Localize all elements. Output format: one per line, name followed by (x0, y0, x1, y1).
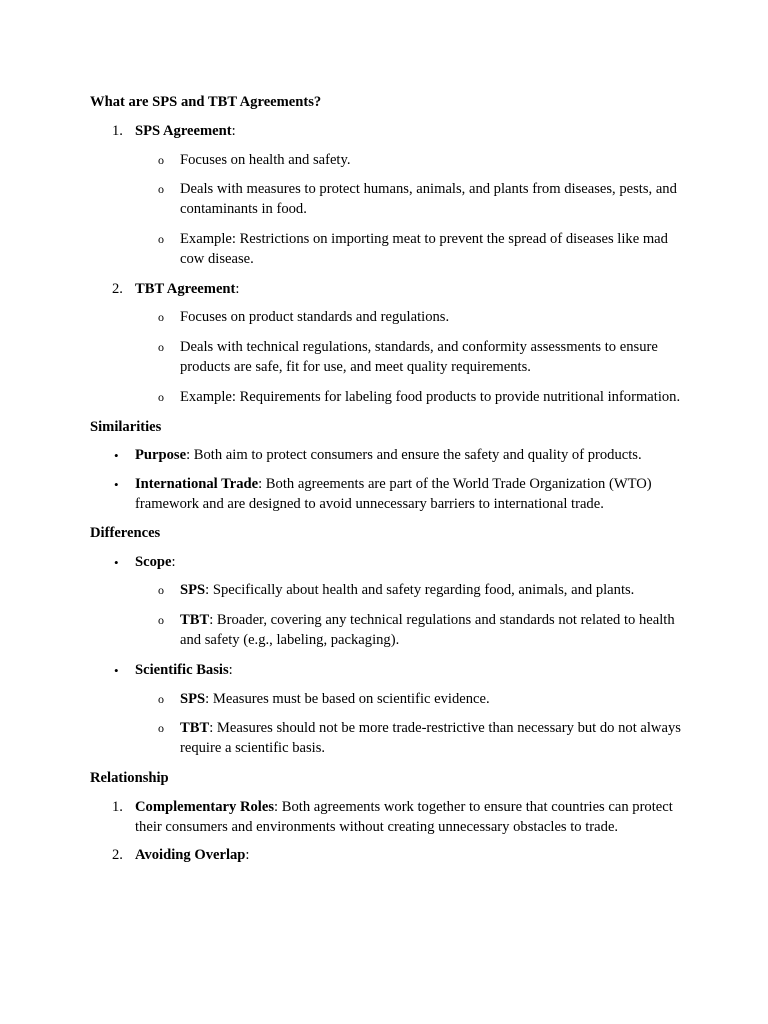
sub-item-text: : Broader, covering any technical regulations and standards not related to health and safety (e.g., labeling, packaging). (180, 612, 675, 648)
item-text: : Both agreements are part of the World Trade Organization (WTO) framework and are designed to avoid unnecessary barriers to international trade. (135, 476, 652, 512)
circle-bullet-icon: o (158, 613, 164, 628)
list-number: 1. (112, 798, 123, 815)
bullet-item (90, 553, 690, 573)
sub-item (90, 690, 690, 710)
section-heading-relationship: Relationship (90, 769, 169, 786)
item-separator: : (231, 122, 236, 139)
item-label: Purpose (135, 447, 187, 464)
bullet-icon: • (114, 477, 119, 493)
circle-bullet-icon: o (158, 231, 164, 246)
item-label: TBT Agreement (135, 280, 236, 297)
item-label: Scientific Basis (135, 661, 229, 678)
sub-item-text: : Measures must be based on scientific evidence. (205, 690, 490, 707)
sub-item (90, 611, 690, 651)
bullet-item (90, 475, 690, 515)
circle-bullet-icon: o (158, 182, 164, 197)
numbered-item (90, 798, 690, 838)
sub-item (90, 308, 690, 328)
item-text: : Both agreements work together to ensure that countries can protect their consumers and environments without creating unnecessary obstacles to trade. (135, 798, 673, 835)
sub-item-text: Focuses on product standards and regulations. (180, 309, 450, 326)
circle-bullet-icon: o (158, 310, 164, 325)
circle-bullet-icon: o (158, 389, 164, 404)
sub-item-label: SPS (180, 690, 206, 707)
sub-item-text: Example: Requirements for labeling food products to provide nutritional information. (180, 388, 681, 405)
sub-item (90, 719, 690, 759)
bullet-icon: • (114, 554, 119, 570)
circle-bullet-icon: o (158, 340, 164, 355)
circle-bullet-icon: o (158, 721, 164, 736)
item-text: : (245, 847, 250, 864)
item-label: SPS Agreement (135, 122, 232, 139)
sub-item-text: Deals with measures to protect humans, animals, and plants from diseases, pests, and contaminants in food. (180, 181, 677, 218)
bullet-icon: • (114, 662, 119, 678)
item-separator: : (235, 280, 240, 297)
section-heading-similarities: Similarities (90, 418, 162, 435)
list-number: 2. (112, 847, 123, 864)
sub-item (90, 581, 690, 601)
sub-item-label: TBT (180, 720, 210, 737)
bullet-item (90, 446, 690, 466)
item-text: : Both aim to protect consumers and ensure the safety and quality of products. (186, 447, 642, 464)
sub-item (90, 151, 690, 171)
item-label: Avoiding Overlap (135, 847, 246, 864)
bullet-item (90, 661, 690, 681)
document-title: What are SPS and TBT Agreements? (90, 94, 322, 110)
item-label: Complementary Roles (135, 798, 275, 815)
circle-bullet-icon: o (158, 152, 164, 167)
circle-bullet-icon: o (158, 583, 164, 598)
sub-item-text: Deals with technical regulations, standards, and conformity assessments to ensure products are safe, fit for use, and meet quality requirements. (180, 339, 658, 375)
item-label: International Trade (135, 476, 259, 493)
item-label: Scope (135, 553, 172, 570)
sub-item-text: Example: Restrictions on importing meat to prevent the spread of diseases like mad cow disease. (180, 230, 668, 267)
item-separator: : (228, 661, 233, 678)
list-number: 2. (112, 280, 123, 297)
item-separator: : (171, 553, 176, 570)
list-item-sps-agreement (90, 122, 690, 142)
sub-item (90, 230, 690, 270)
bullet-icon: • (114, 448, 119, 464)
list-number: 1. (112, 122, 123, 139)
sub-item-text: : Measures should not be more trade-restrictive than necessary but do not always require a scientific basis. (180, 720, 681, 757)
document-page (90, 93, 690, 875)
sub-item (90, 180, 690, 220)
sub-item (90, 338, 690, 378)
numbered-item (90, 846, 690, 866)
sub-item (90, 388, 690, 408)
sub-item-label: TBT (180, 612, 210, 629)
circle-bullet-icon: o (158, 691, 164, 706)
sub-item-text: Focuses on health and safety. (180, 151, 351, 168)
list-item-tbt-agreement (90, 280, 690, 300)
section-heading-differences: Differences (90, 524, 161, 541)
sub-item-text: : Specifically about health and safety regarding food, animals, and plants. (205, 582, 635, 599)
sub-item-label: SPS (180, 582, 206, 599)
